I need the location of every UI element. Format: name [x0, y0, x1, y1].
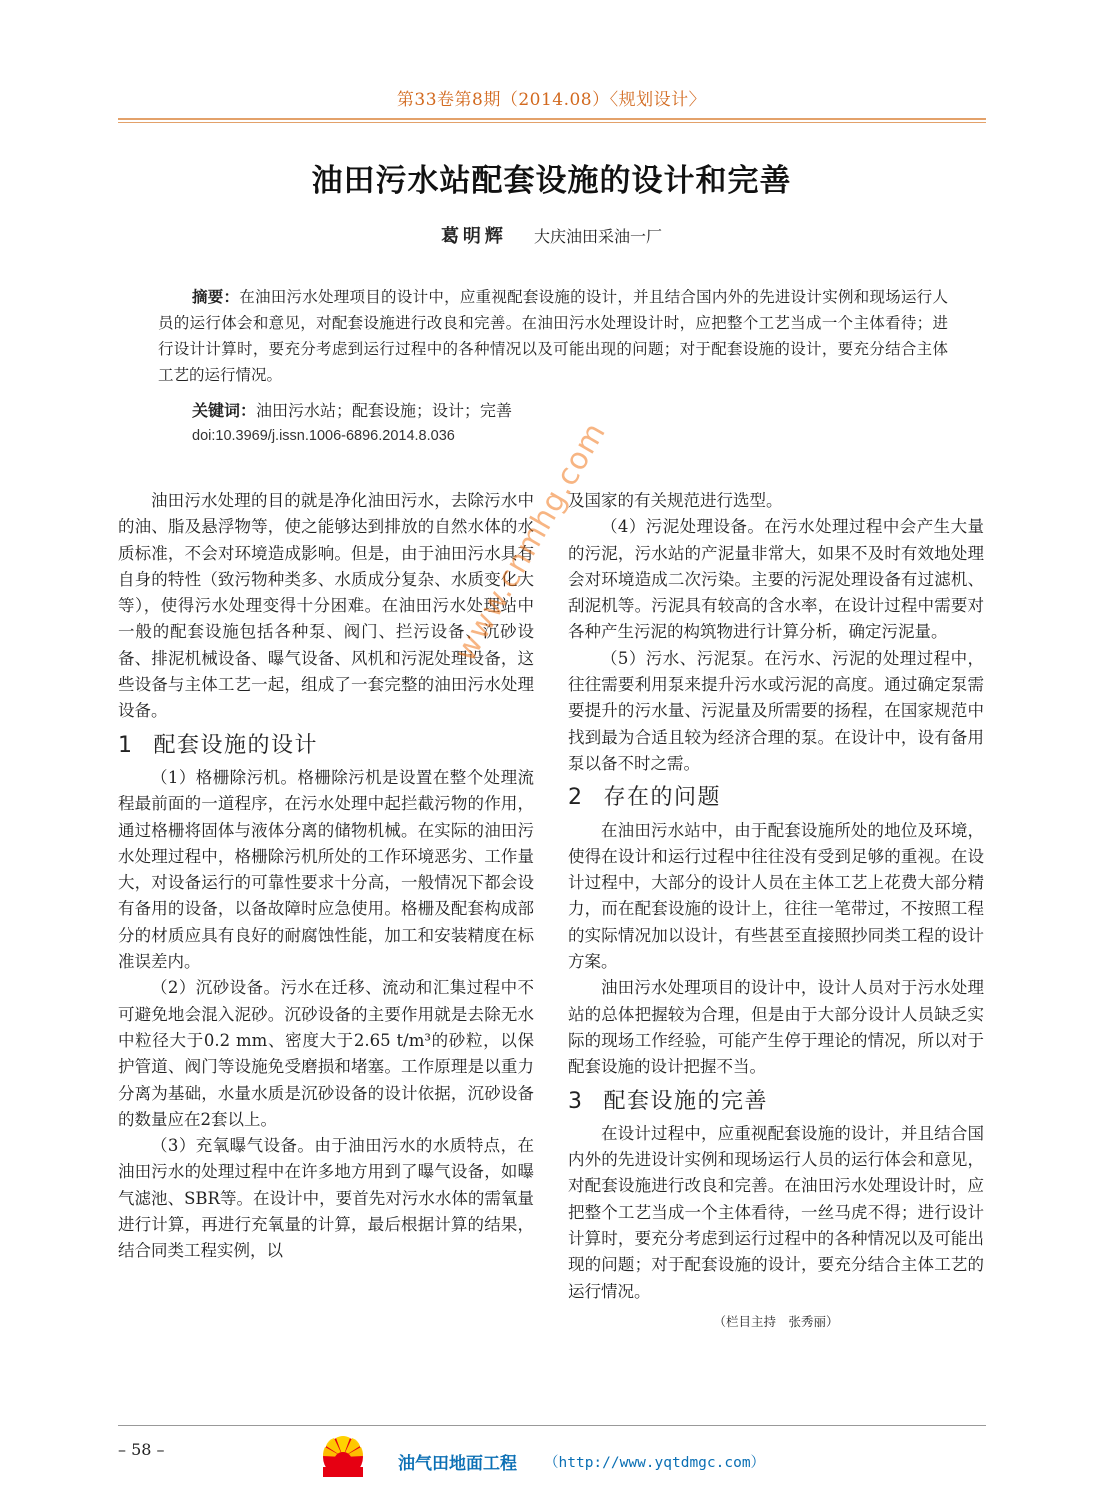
- section-1-heading: [118, 733, 534, 759]
- section-2-paragraph-2: 油田污水处理项目的设计中，设计人员对于污水处理站的总体把握较为合理，但是由于大部分设计人员缺乏实际的现场工作经验，可能产生停于理论的情况，所以对于配套设施的设计把握不当。: [568, 978, 984, 1077]
- journal-name: 油气田地面工程: [398, 1454, 517, 1474]
- right-column: [568, 488, 984, 1335]
- section-1-paragraph-4: （4）污泥处理设备。在污水处理过程中会产生大量的污泥，污水站的产泥量非常大，如果不及时有效地处理会对环境造成二次污染。主要的污泥处理设备有过滤机、刮泥机等。污泥具有较高的含水率，在设计过程中需要对各种产生污泥的构筑物进行计算分析，确定污泥量。: [568, 517, 984, 642]
- keywords-text: 油田污水站；配套设施；设计；完善: [256, 401, 513, 420]
- journal-url[interactable]: （http://www.yqtdmgc.com）: [544, 1455, 766, 1471]
- header-rule-thin: [118, 122, 986, 123]
- section-2-number: 2: [568, 785, 584, 811]
- intro-paragraph: 油田污水处理的目的就是净化油田污水，去除污水中的油、脂及悬浮物等，使之能够达到排放的自然水体的水质标准，不会对环境造成影响。但是，由于油田污水具有自身的特性（致污物种类多、水质成分复杂、水质变化大等），使得污水处理变得十分困难。在油田污水处理站中一般的配套设施包括各种泵、阀门、拦污设备、沉砂设备、排泥机械设备、曝气设备、风机和污泥处理设备，这些设备与主体工艺一起，组成了一套完整的油田污水处理设备。: [118, 491, 534, 721]
- section-1-paragraph-2: （2）沉砂设备。污水在迁移、流动和汇集过程中不可避免地会混入泥砂。沉砂设备的主要作用就是去除无水中粒径大于0.2 mm、密度大于2.65 t/m³的砂粒，以保护管道、阀门等设施免受磨损和堵塞。工作原理是以重力分离为基础，水量水质是沉砂设备的设计依据，沉砂设备的数量应在2套以上。: [118, 978, 534, 1129]
- footer-rule: [118, 1425, 986, 1426]
- column-editor: （栏目主持 张秀丽）: [713, 1313, 839, 1329]
- section-3-number: 3: [568, 1088, 584, 1114]
- abstract: [158, 284, 948, 388]
- keywords: [192, 398, 512, 421]
- section-3-heading: [568, 1089, 984, 1115]
- section-2-paragraph-1: 在油田污水站中，由于配套设施所处的地位及环境，使得在设计和运行过程中往往没有受到足够的重视。在设计过程中，大部分的设计人员在主体工艺上花费大部分精力，而在配套设施的设计上，往往一笔带过，不按照工程的实际情况加以设计，有些甚至直接照抄同类工程的设计方案。: [568, 820, 984, 972]
- watermark: www.cnmhg.com: [448, 416, 614, 668]
- author-affiliation: 大庆油田采油一厂: [534, 227, 663, 246]
- header-rule: [118, 118, 986, 120]
- left-column: [118, 488, 534, 1265]
- section-1-title: 配套设施的设计: [153, 732, 319, 758]
- section-1-paragraph-1: （1）格栅除污机。格栅除污机是设置在整个处理流程最前面的一道程序，在污水处理中起拦截污物的作用，通过格栅将固体与液体分离的储物机械。在实际的油田污水处理过程中，格栅除污机所处的工作环境恶劣、工作量大，对设备运行的可靠性要求十分高，一般情况下都会设有备用的设备，以备故障时应急使用。格栅及配套构成部分的材质应具有良好的耐腐蚀性能，加工和安装精度在标准误差内。: [118, 767, 534, 972]
- section-1-paragraph-5: （5）污水、污泥泵。在污水、污泥的处理过程中，往往需要利用泵来提升污水或污泥的高度。通过确定泵需要提升的污水量、污泥量及所需要的扬程，在国家规范中找到最为合适且较为经济合理的泵。在设计中，设有备用泵以备不时之需。: [568, 648, 984, 773]
- section-1-paragraph-3: （3）充氧曝气设备。由于油田污水的水质特点，在油田污水的处理过程中在许多地方用到了曝气设备，如曝气滤池、SBR等。在设计中，要首先对污水水体的需氧量进行计算，再进行充氧量的计算，最后根据计算的结果，结合同类工程实例，以: [118, 1136, 534, 1261]
- section-2-title: 存在的问题: [603, 785, 722, 811]
- section-3-paragraph-1: 在设计过程中，应重视配套设施的设计，并且结合国内外的先进设计实例和现场运行人员的运行体会和意见，对配套设施进行改良和完善。在油田污水处理设计时，应把整个工艺当成一个主体看待，一丝马虎不得；进行设计计算时，要充分考虑到运行过程中的各种情况以及可能出现的问题；对于配套设施的设计，要充分结合主体工艺的运行情况。: [568, 1123, 984, 1301]
- section-2-heading: [568, 785, 984, 811]
- section-1-paragraph-3-continued: 及国家的有关规范进行选型。: [568, 491, 783, 510]
- author-name: 葛明辉: [440, 226, 507, 247]
- page-number: – 58 –: [118, 1440, 165, 1459]
- keywords-label: 关键词：: [192, 401, 257, 420]
- petrochina-logo-icon: [318, 1430, 368, 1480]
- byline: [0, 222, 1103, 248]
- section-3-title: 配套设施的完善: [603, 1088, 769, 1114]
- journal-issue-header: 第33卷第8期（2014.08）〈规划设计〉: [396, 90, 707, 110]
- article-title: 油田污水站配套设施的设计和完善: [311, 163, 792, 199]
- abstract-label: 摘要：: [192, 287, 240, 306]
- doi: doi:10.3969/j.issn.1006-6896.2014.8.036: [192, 428, 455, 444]
- section-1-number: 1: [118, 732, 134, 758]
- abstract-text: 在油田污水处理项目的设计中，应重视配套设施的设计，并且结合国内外的先进设计实例和现场运行人员的运行体会和意见，对配套设施进行改良和完善。在油田污水处理设计时，应把整个工艺当成一个主体看待；进行设计计算时，要充分考虑到运行过程中的各种情况以及可能出现的问题；对于配套设施的设计，要充分结合主体工艺的运行情况。: [158, 288, 948, 384]
